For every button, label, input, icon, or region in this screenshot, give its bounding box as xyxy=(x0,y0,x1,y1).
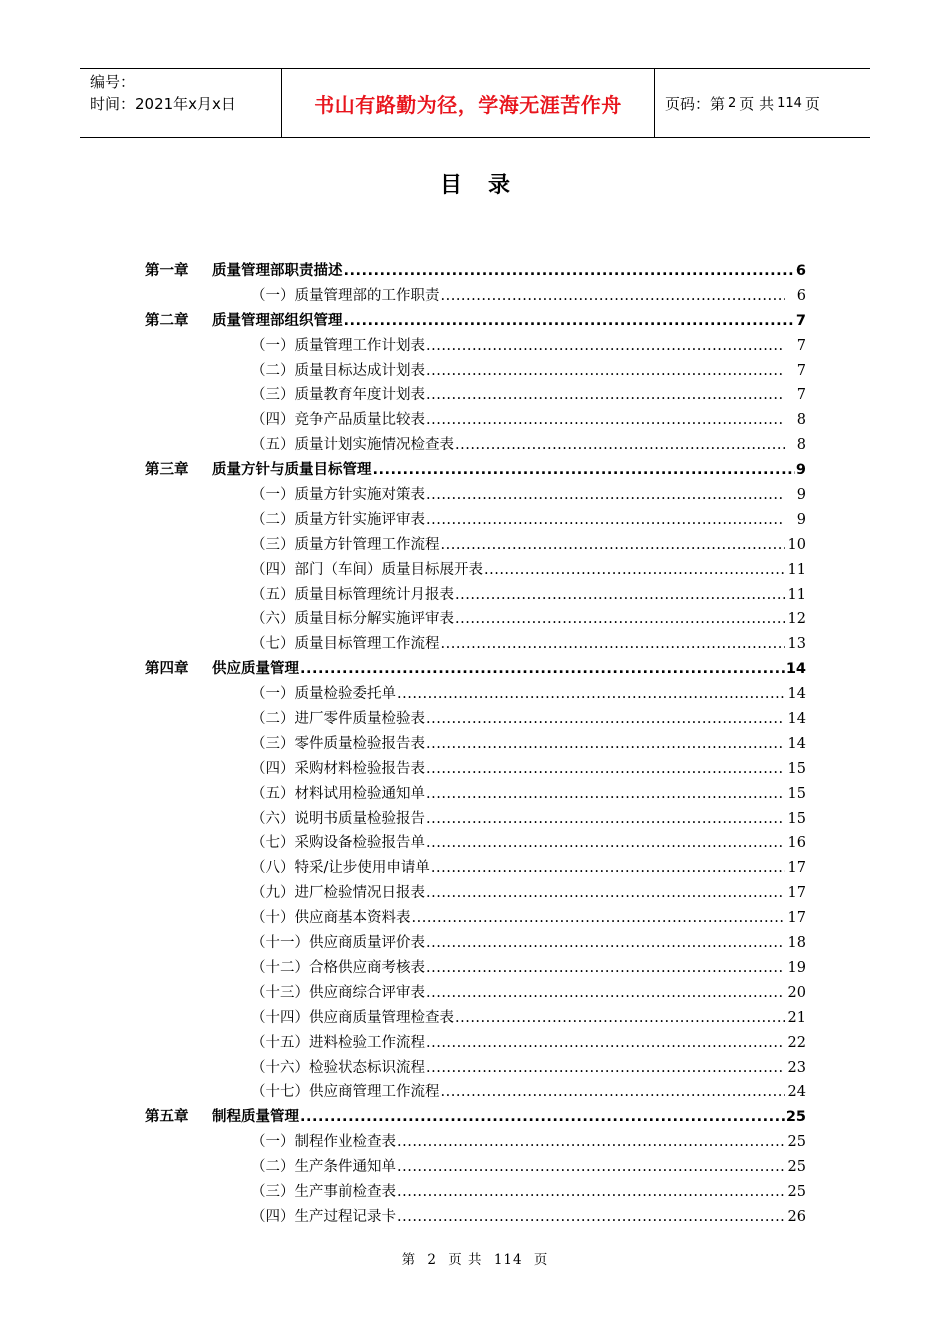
toc-section-entry[interactable] xyxy=(145,433,806,458)
toc-entry-label xyxy=(145,657,299,678)
dot-leader xyxy=(397,1134,785,1150)
toc-page-number: 15 xyxy=(787,785,806,802)
dot-leader xyxy=(441,636,786,652)
toc-section-entry[interactable] xyxy=(145,607,806,632)
page-number: 2 xyxy=(728,95,737,111)
dot-leader xyxy=(397,1159,785,1175)
toc-entry-label: （六）质量目标分解实施评审表 xyxy=(251,611,454,628)
toc-entry-label: （十一）供应商质量评价表 xyxy=(251,935,425,952)
toc-page-number: 11 xyxy=(787,561,806,578)
toc-section-entry[interactable] xyxy=(145,807,806,832)
dot-leader xyxy=(426,412,785,428)
toc-entry-label: （七）质量目标管理工作流程 xyxy=(251,636,440,653)
dot-leader xyxy=(455,1010,785,1026)
toc-page-number: 20 xyxy=(787,984,806,1001)
page-suffix: 页 xyxy=(804,94,820,113)
toc-chapter-entry[interactable] xyxy=(145,458,806,483)
toc-section-entry[interactable] xyxy=(145,707,806,732)
chapter-title: 质量方针与质量目标管理 xyxy=(212,462,372,479)
toc-entry-label: （四）竞争产品质量比较表 xyxy=(251,412,425,429)
table-of-contents xyxy=(145,259,806,1230)
toc-page-number: 17 xyxy=(787,885,806,902)
page-total: 114 xyxy=(777,95,802,111)
toc-page-number: 18 xyxy=(787,935,806,952)
header-info-cell xyxy=(80,69,282,137)
dot-leader xyxy=(426,985,785,1001)
toc-page-number: 6 xyxy=(796,287,806,304)
chapter-title: 质量管理部职责描述 xyxy=(212,263,343,279)
dot-leader xyxy=(426,885,785,901)
dot-leader xyxy=(426,1060,785,1076)
toc-entry-label: （五）质量目标管理统计月报表 xyxy=(251,586,454,603)
toc-section-entry[interactable] xyxy=(145,1205,806,1230)
dot-leader xyxy=(455,611,785,627)
toc-section-entry[interactable] xyxy=(145,757,806,782)
toc-section-entry[interactable] xyxy=(145,732,806,757)
dot-leader xyxy=(426,711,785,727)
toc-entry-label: （三）生产事前检查表 xyxy=(251,1183,396,1200)
footer-page-number: 2 xyxy=(427,1252,437,1268)
toc-section-entry[interactable] xyxy=(145,682,806,707)
toc-page-number: 7 xyxy=(795,312,806,329)
toc-section-entry[interactable] xyxy=(145,558,806,583)
toc-section-entry[interactable] xyxy=(145,583,806,608)
toc-entry-label: （二）进厂零件质量检验表 xyxy=(251,711,425,728)
dot-leader xyxy=(426,1035,785,1051)
toc-section-entry[interactable] xyxy=(145,931,806,956)
page-mid: 页 共 xyxy=(739,94,775,113)
toc-entry-label: （三）零件质量检验报告表 xyxy=(251,735,425,752)
toc-entry-label: （一）质量管理部的工作职责 xyxy=(251,287,440,304)
dot-leader xyxy=(397,1209,785,1225)
toc-entry-label: （九）进厂检验情况日报表 xyxy=(251,885,425,902)
toc-entry-label: （十三）供应商综合评审表 xyxy=(251,984,425,1001)
footer-page-total: 114 xyxy=(493,1252,523,1268)
toc-section-entry[interactable] xyxy=(145,632,806,657)
dot-leader xyxy=(344,313,795,329)
toc-page-number: 16 xyxy=(787,835,806,852)
chapter-title: 质量管理部组织管理 xyxy=(212,312,343,329)
toc-section-entry[interactable] xyxy=(145,383,806,408)
toc-section-entry[interactable] xyxy=(145,1130,806,1155)
dot-leader xyxy=(426,338,785,354)
chapter-number: 第五章 xyxy=(145,1109,189,1126)
toc-page-number: 15 xyxy=(787,760,806,777)
chapter-number: 第四章 xyxy=(145,661,189,678)
toc-entry-label: （三）质量教育年度计划表 xyxy=(251,387,425,404)
toc-section-entry[interactable] xyxy=(145,956,806,981)
toc-page-number: 25 xyxy=(787,1183,806,1200)
toc-page-number: 25 xyxy=(787,1159,806,1176)
toc-entry-label: （一）质量管理工作计划表 xyxy=(251,337,425,354)
toc-page-number: 26 xyxy=(787,1208,806,1225)
toc-entry-label xyxy=(145,458,372,479)
chapter-title: 制程质量管理 xyxy=(212,1109,299,1126)
footer-mid: 页 共 xyxy=(448,1252,483,1268)
dot-leader xyxy=(431,860,785,876)
toc-section-entry[interactable] xyxy=(145,483,806,508)
toc-page-number: 9 xyxy=(795,462,806,479)
toc-page-number: 13 xyxy=(787,636,806,653)
toc-section-entry[interactable] xyxy=(145,334,806,359)
dot-leader xyxy=(455,437,785,453)
toc-page-number: 22 xyxy=(787,1034,806,1051)
toc-chapter-entry[interactable] xyxy=(145,259,806,284)
toc-entry-label: （十）供应商基本资料表 xyxy=(251,910,411,927)
toc-section-entry[interactable] xyxy=(145,1080,806,1105)
toc-entry-label: （三）质量方针管理工作流程 xyxy=(251,536,440,553)
toc-entry-label: （六）说明书质量检验报告 xyxy=(251,810,425,827)
toc-page-number: 24 xyxy=(787,1084,806,1101)
chapter-number: 第一章 xyxy=(145,263,189,279)
toc-section-entry[interactable] xyxy=(145,533,806,558)
toc-page-number: 7 xyxy=(796,362,806,379)
chapter-number: 第三章 xyxy=(145,462,189,479)
page-title: 目录 xyxy=(439,173,536,198)
toc-page-number: 7 xyxy=(796,387,806,404)
toc-page-number: 14 xyxy=(787,711,806,728)
toc-entry-label: （五）质量计划实施情况检查表 xyxy=(251,437,454,454)
header-page-cell xyxy=(655,69,870,137)
dot-leader xyxy=(397,686,785,702)
toc-page-number: 14 xyxy=(785,661,806,678)
toc-page-number: 12 xyxy=(787,611,806,628)
toc-page-number: 17 xyxy=(787,910,806,927)
toc-entry-label: （七）采购设备检验报告单 xyxy=(251,835,425,852)
toc-page-number: 25 xyxy=(787,1134,806,1151)
dot-leader xyxy=(426,387,785,403)
dot-leader xyxy=(426,960,785,976)
toc-entry-label: （四）部门（车间）质量目标展开表 xyxy=(251,561,483,578)
toc-entry-label: （一）制程作业检查表 xyxy=(251,1134,396,1151)
dot-leader xyxy=(373,462,795,478)
toc-page-number: 15 xyxy=(787,810,806,827)
toc-page-number: 23 xyxy=(787,1059,806,1076)
toc-section-entry[interactable] xyxy=(145,906,806,931)
toc-section-entry[interactable] xyxy=(145,508,806,533)
toc-page-number: 10 xyxy=(787,536,806,553)
dot-leader xyxy=(426,736,785,752)
toc-section-entry[interactable] xyxy=(145,782,806,807)
toc-page-number: 19 xyxy=(787,959,806,976)
toc-page-number: 14 xyxy=(787,735,806,752)
toc-section-entry[interactable] xyxy=(145,881,806,906)
toc-entry-label: （八）特采/让步使用申请单 xyxy=(251,860,430,877)
toc-section-entry[interactable] xyxy=(145,1031,806,1056)
dot-leader xyxy=(397,1184,785,1200)
dot-leader xyxy=(426,811,785,827)
chapter-title: 供应质量管理 xyxy=(212,661,299,678)
toc-entry-label: （十七）供应商管理工作流程 xyxy=(251,1084,440,1101)
page-footer xyxy=(0,1248,950,1268)
toc-page-number: 21 xyxy=(787,1009,806,1026)
toc-section-entry[interactable] xyxy=(145,856,806,881)
dot-leader xyxy=(441,1084,786,1100)
toc-chapter-entry[interactable] xyxy=(145,1105,806,1130)
dot-leader xyxy=(412,910,786,926)
toc-entry-label: （五）材料试用检验通知单 xyxy=(251,785,425,802)
toc-section-entry[interactable] xyxy=(145,1180,806,1205)
toc-page-number: 7 xyxy=(796,337,806,354)
toc-page-number: 9 xyxy=(796,487,806,504)
dot-leader xyxy=(426,786,785,802)
time-line: 时间：2021年x月x日 xyxy=(90,95,236,113)
toc-chapter-entry[interactable] xyxy=(145,309,806,334)
toc-page-number: 14 xyxy=(787,686,806,703)
dot-leader xyxy=(441,537,786,553)
toc-page-number: 6 xyxy=(795,263,806,279)
footer-prefix: 第 xyxy=(401,1252,417,1268)
page-prefix: 页码：第 xyxy=(665,94,726,113)
code-label: 编号： xyxy=(90,73,136,91)
dot-leader xyxy=(455,587,785,603)
toc-page-number: 11 xyxy=(787,586,806,603)
chapter-number: 第二章 xyxy=(145,312,189,329)
toc-section-entry[interactable] xyxy=(145,359,806,384)
toc-entry-label xyxy=(145,309,343,330)
header-motto-cell xyxy=(282,69,655,137)
footer-suffix: 页 xyxy=(533,1252,549,1268)
dot-leader xyxy=(426,363,785,379)
toc-chapter-entry[interactable] xyxy=(145,657,806,682)
toc-entry-label: （二）质量方针实施评审表 xyxy=(251,511,425,528)
toc-section-entry[interactable] xyxy=(145,1155,806,1180)
toc-entry-label: （十四）供应商质量管理检查表 xyxy=(251,1009,454,1026)
toc-entry-label: （二）生产条件通知单 xyxy=(251,1159,396,1176)
dot-leader xyxy=(426,487,785,503)
toc-page-number: 17 xyxy=(787,860,806,877)
toc-entry-label: （一）质量方针实施对策表 xyxy=(251,487,425,504)
toc-entry-label: （二）质量目标达成计划表 xyxy=(251,362,425,379)
toc-entry-label: （四）采购材料检验报告表 xyxy=(251,760,425,777)
toc-section-entry[interactable] xyxy=(145,981,806,1006)
document-header xyxy=(80,68,870,138)
toc-entry-label: （十二）合格供应商考核表 xyxy=(251,959,425,976)
toc-page-number: 8 xyxy=(796,437,806,454)
dot-leader xyxy=(426,761,785,777)
toc-entry-label xyxy=(145,1105,299,1126)
toc-entry-label: （四）生产过程记录卡 xyxy=(251,1208,396,1225)
dot-leader xyxy=(300,1109,785,1125)
dot-leader xyxy=(484,562,785,578)
toc-page-number: 8 xyxy=(796,412,806,429)
toc-section-entry[interactable] xyxy=(145,284,806,309)
dot-leader xyxy=(426,512,785,528)
toc-page-number: 25 xyxy=(785,1109,806,1126)
dot-leader xyxy=(344,263,795,279)
toc-entry-label: （一）质量检验委托单 xyxy=(251,686,396,703)
toc-entry-label xyxy=(145,259,343,280)
motto-text: 书山有路勤为径，学海无涯苦作舟 xyxy=(314,92,622,117)
toc-entry-label: （十六）检验状态标识流程 xyxy=(251,1059,425,1076)
dot-leader xyxy=(441,288,786,304)
toc-section-entry[interactable] xyxy=(145,1056,806,1081)
toc-section-entry[interactable] xyxy=(145,408,806,433)
dot-leader xyxy=(300,661,785,677)
dot-leader xyxy=(426,935,785,951)
toc-entry-label: （十五）进料检验工作流程 xyxy=(251,1034,425,1051)
toc-section-entry[interactable] xyxy=(145,1006,806,1031)
toc-section-entry[interactable] xyxy=(145,831,806,856)
dot-leader xyxy=(426,835,785,851)
toc-page-number: 9 xyxy=(796,511,806,528)
